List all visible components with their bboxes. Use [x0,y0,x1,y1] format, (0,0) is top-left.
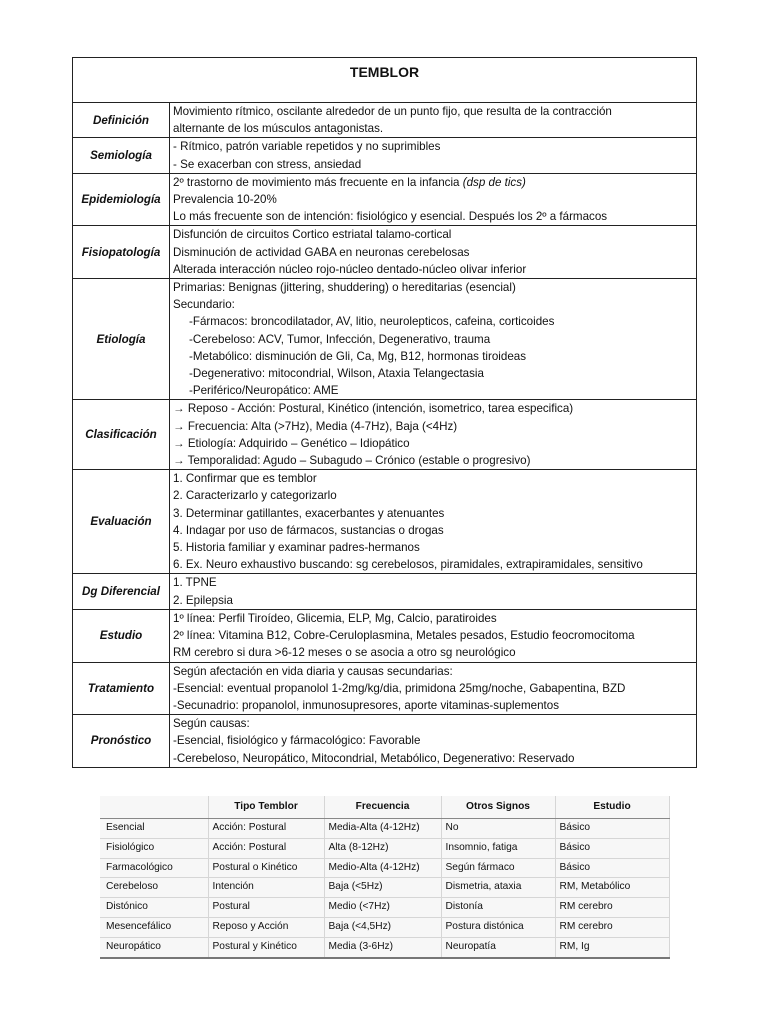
content-line [173,103,693,120]
content-line [173,174,693,191]
content-line-text: -Secunadrio: propanolol, inmunosupresores, aporte vitaminas-suplementos [173,698,560,712]
content-line-text: 1. Confirmar que es temblor [173,472,317,486]
content-line-text: 1. TPNE [173,576,217,590]
summary-cell: Alta (8-12Hz) [324,838,441,858]
summary-cell: Acción: Postural [208,819,324,839]
content-line [173,452,693,469]
section-row [73,662,697,715]
content-line-text: - Rítmico, patrón variable repetidos y no suprimibles [173,140,441,154]
summary-cell: Insomnio, fatiga [441,838,555,858]
content-line-text: Según causas: [173,717,250,731]
summary-header-cell [100,796,208,819]
content-line [173,261,693,278]
section-row [73,226,697,279]
content-line [173,365,693,382]
section-content [170,662,697,715]
content-line-text: Primarias: Benignas (jittering, shuddering) o hereditarias (esencial) [173,281,516,295]
content-line [173,592,693,609]
content-line [173,470,693,487]
content-line-text: 2. Epilepsia [173,593,233,607]
summary-cell: Baja (<5Hz) [324,878,441,898]
tremor-summary-table [100,796,670,959]
summary-cell: Dismetria, ataxia [441,878,555,898]
content-line-text: → Frecuencia: Alta (>7Hz), Media (4-7Hz), Baja (<4Hz) [173,419,458,433]
summary-header-cell: Estudio [555,796,669,819]
content-line-text: -Esencial, fisiológico y fármacológico: Favorable [173,734,421,748]
summary-cell: Postura distónica [441,917,555,937]
content-line [173,156,693,173]
summary-cell: Media (3-6Hz) [324,937,441,957]
summary-cell: Cerebeloso [100,878,208,898]
summary-row [100,898,669,918]
section-content [170,279,697,400]
summary-header-row [100,796,669,819]
summary-cell: Fisiológico [100,838,208,858]
content-line-text: -Cerebeloso: ACV, Tumor, Infección, Degenerativo, trauma [189,332,491,346]
summary-cell: Media-Alta (4-12Hz) [324,819,441,839]
content-line-text: 5. Historia familiar y examinar padres-hermanos [173,541,420,555]
summary-cell: Mesencefálico [100,917,208,937]
summary-row [100,819,669,839]
section-row [73,470,697,574]
content-line [173,539,693,556]
section-content [170,173,697,226]
section-content [170,715,697,768]
section-row [73,138,697,173]
content-line [173,138,693,155]
summary-cell: Postural o Kinético [208,858,324,878]
section-label: Pronóstico [73,715,170,768]
section-row [73,103,697,138]
summary-cell: Postural y Kinético [208,937,324,957]
summary-cell: RM, Metabólico [555,878,669,898]
summary-cell: Medio (<7Hz) [324,898,441,918]
content-line [173,522,693,539]
document-title: TEMBLOR [73,58,697,103]
summary-row [100,878,669,898]
content-line-text: -Fármacos: broncodilatador, AV, litio, neurolepticos, cafeina, corticoides [189,315,555,329]
section-label: Epidemiología [73,173,170,226]
section-label: Definición [73,103,170,138]
content-line [173,348,693,365]
content-line-text: -Esencial: eventual propanolol 1-2mg/kg/dia, primidona 25mg/noche, Gabapentina, BZD [173,681,626,695]
content-line [173,296,693,313]
section-content [170,470,697,574]
summary-cell: Baja (<4,5Hz) [324,917,441,937]
content-line [173,226,693,243]
summary-row [100,838,669,858]
section-label: Fisiopatología [73,226,170,279]
content-line [173,487,693,504]
section-label: Evaluación [73,470,170,574]
summary-row [100,858,669,878]
summary-cell: RM, Ig [555,937,669,957]
content-line [173,208,693,225]
content-line [173,400,693,417]
content-line-text: → Temporalidad: Agudo – Subagudo – Crónico (estable o progresivo) [173,454,531,468]
summary-cell: Reposo y Acción [208,917,324,937]
content-line [173,244,693,261]
section-row [73,715,697,768]
content-line [173,279,693,296]
summary-cell: Distónico [100,898,208,918]
content-line-text: alternante de los músculos antagonistas. [173,122,384,136]
content-line [173,715,693,732]
content-line-text: RM cerebro si dura >6-12 meses o se asocia a otro sg neurológico [173,646,516,660]
summary-header-cell: Frecuencia [324,796,441,819]
section-label: Clasificación [73,400,170,470]
content-line-text: -Cerebeloso, Neuropático, Mitocondrial, Metabólico, Degenerativo: Reservado [173,751,575,765]
content-line-text: 2. Caracterizarlo y categorizarlo [173,489,337,503]
content-line [173,382,693,399]
section-row [73,574,697,609]
section-label: Etiología [73,279,170,400]
section-content [170,226,697,279]
summary-cell: Intención [208,878,324,898]
content-line-text: Según afectación en vida diaria y causas secundarias: [173,664,453,678]
section-label: Semiología [73,138,170,173]
content-line-note: (dsp de tics) [462,175,526,189]
content-line-text: 4. Indagar por uso de fármacos, sustancias o drogas [173,523,444,537]
summary-cell: Acción: Postural [208,838,324,858]
content-line-text: - Se exacerban con stress, ansiedad [173,157,362,171]
section-row [73,279,697,400]
content-line [173,644,693,661]
content-line [173,627,693,644]
content-line-text: 2º trastorno de movimiento más frecuente en la infancia [173,175,463,189]
summary-cell: Postural [208,898,324,918]
content-line [173,697,693,714]
section-content [170,574,697,609]
content-line [173,313,693,330]
content-line-text: 3. Determinar gatillantes, exacerbantes y atenuantes [173,506,445,520]
content-line-text: Disfunción de circuitos Cortico estriatal talamo-cortical [173,228,452,242]
section-label: Estudio [73,609,170,662]
section-label: Dg Diferencial [73,574,170,609]
content-line-text: -Metabólico: disminución de Gli, Ca, Mg, B12, hormonas tiroideas [189,349,527,363]
section-content [170,103,697,138]
content-line [173,435,693,452]
content-line-text: Disminución de actividad GABA en neuronas cerebelosas [173,245,470,259]
summary-cell: Neuropatía [441,937,555,957]
content-line [173,556,693,573]
content-line-text: → Etiología: Adquirido – Genético – Idiopático [173,436,410,450]
summary-cell: RM cerebro [555,898,669,918]
summary-cell: Distonía [441,898,555,918]
summary-cell: Básico [555,838,669,858]
section-content [170,138,697,173]
summary-cell: Esencial [100,819,208,839]
content-line [173,574,693,591]
content-line [173,120,693,137]
summary-cell: No [441,819,555,839]
content-line [173,331,693,348]
section-content [170,400,697,470]
content-line-text: → Reposo - Acción: Postural, Kinético (intención, isometrico, tarea especifica) [173,402,574,416]
content-line-text: -Degenerativo: mitocondrial, Wilson, Ataxia Telangectasia [189,367,484,381]
summary-cell: Farmacológico [100,858,208,878]
content-line-text: 6. Ex. Neuro exhaustivo buscando: sg cerebelosos, piramidales, extrapiramidales, sensitivo [173,558,643,572]
summary-header-cell: Tipo Temblor [208,796,324,819]
summary-cell: Neuropático [100,937,208,957]
content-line [173,610,693,627]
content-line [173,750,693,767]
content-line-text: Movimiento rítmico, oscilante alrededor de un punto fijo, que resulta de la contracción [173,105,612,118]
tremor-table [72,57,697,768]
content-line [173,191,693,208]
content-line [173,505,693,522]
content-line [173,663,693,680]
section-content [170,609,697,662]
title-row [73,58,697,103]
content-line-text: Secundario: [173,298,235,312]
section-row [73,173,697,226]
section-label: Tratamiento [73,662,170,715]
summary-cell: Básico [555,819,669,839]
content-line-text: Alterada interacción núcleo rojo-núcleo dentado-núcleo olivar inferior [173,262,527,276]
section-row [73,400,697,470]
summary-cell: Medio-Alta (4-12Hz) [324,858,441,878]
summary-cell: Según fármaco [441,858,555,878]
content-line-text: Lo más frecuente son de intención: fisiológico y esencial. Después los 2º a fármacos [173,210,608,224]
summary-header-cell: Otros Signos [441,796,555,819]
content-line [173,680,693,697]
content-line-text: 1º línea: Perfil Tiroídeo, Glicemia, ELP, Mg, Calcio, paratiroides [173,611,497,625]
content-line-text: Prevalencia 10-20% [173,193,277,207]
content-line [173,418,693,435]
content-line [173,732,693,749]
summary-cell: Básico [555,858,669,878]
summary-cell: RM cerebro [555,917,669,937]
summary-row [100,937,669,957]
summary-row [100,917,669,937]
section-row [73,609,697,662]
content-line-text: -Periférico/Neuropático: AME [189,384,339,398]
content-line-text: 2º línea: Vitamina B12, Cobre-Ceruloplasmina, Metales pesados, Estudio feocromocitoma [173,629,635,643]
